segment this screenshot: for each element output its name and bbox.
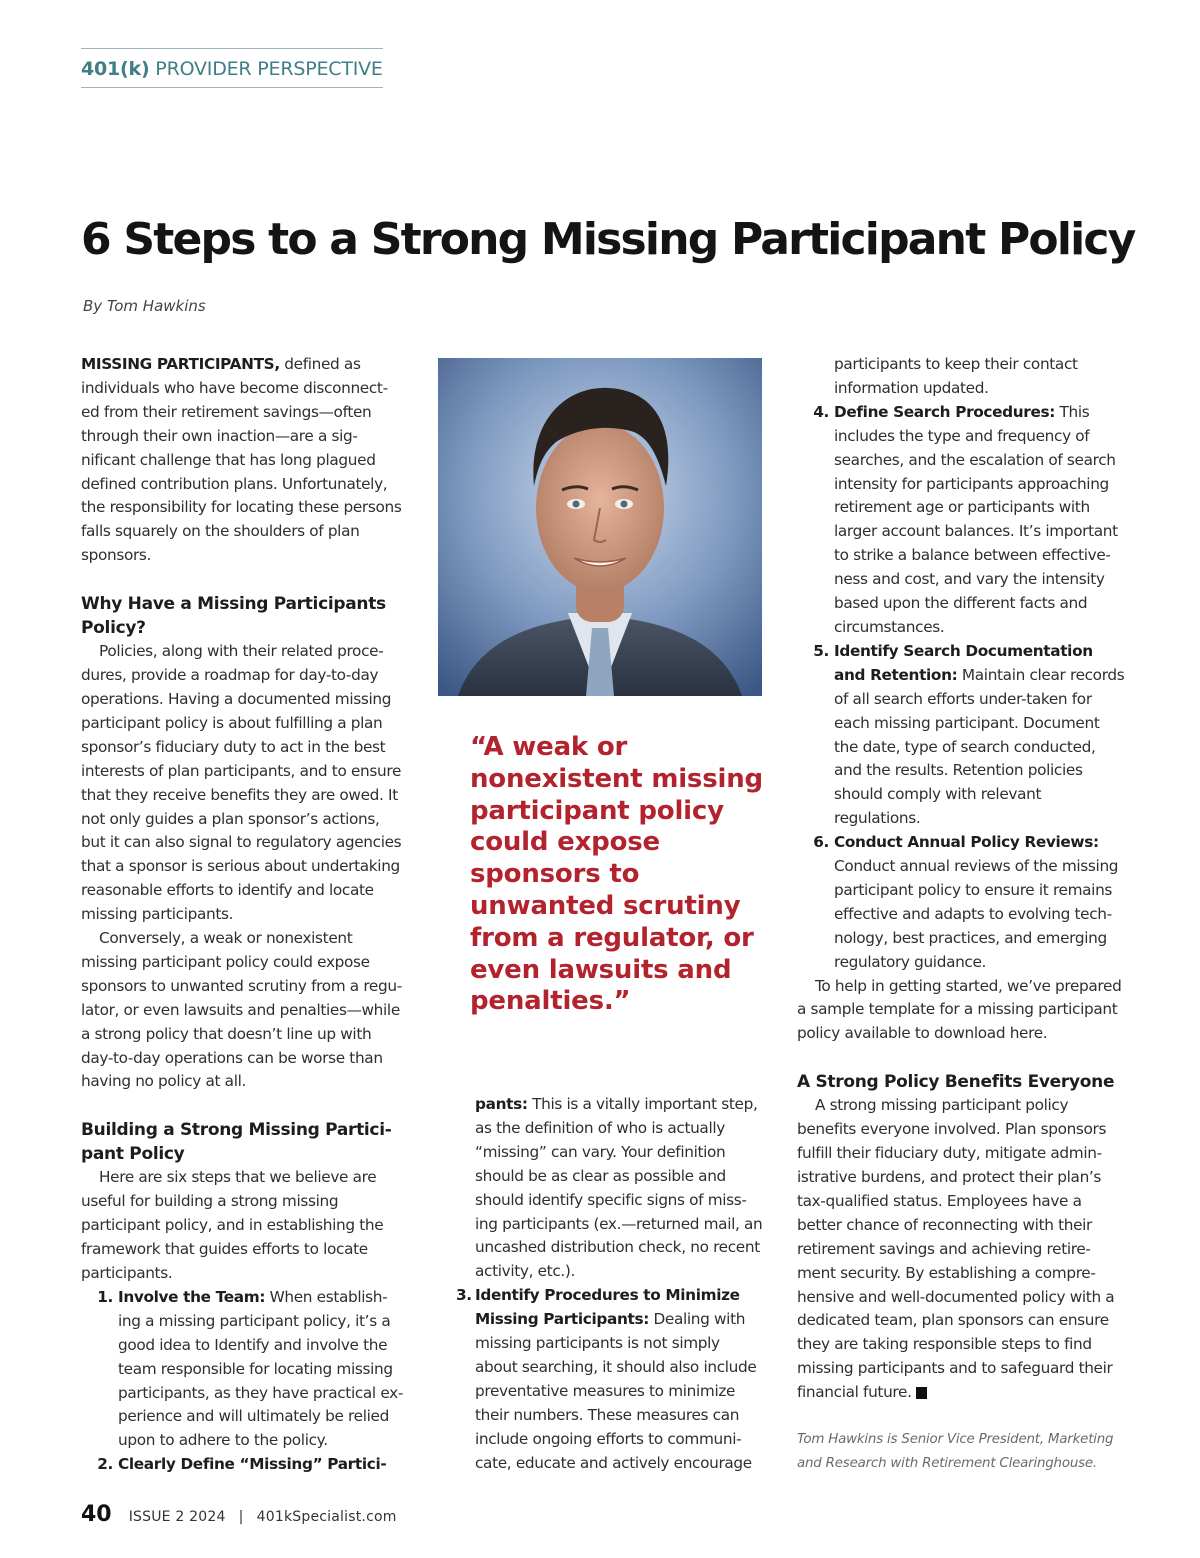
byline: By Tom Hawkins bbox=[83, 297, 206, 315]
paragraph-why-2: Conversely, a weak or nonexistent missing participant policy could expose sponsors to unwanted scrutiny from a regu-lator, or even lawsuits and penalties—while a strong policy that doesn’t line up with day-to-day operations can be worse than having no policy at all. bbox=[81, 929, 402, 1091]
step-2-text: This is a vitally important step, as the definition of who is actually “missing” can vary. Your definition should be as clear as possible and should identify specific signs of miss-ing participants (ex.—returned mail, an uncashed distribution check, no recent activity, etc.). bbox=[475, 1095, 763, 1281]
list-item-step-2 bbox=[81, 1453, 406, 1477]
end-of-article-icon: K bbox=[916, 1387, 927, 1399]
section-header bbox=[81, 48, 383, 88]
step-4-text: This includes the type and frequency of searches, and the escalation of search intensity for participants approaching retirement age or participants with larger account balances. It’s important to strike a balance between effective-ness and cost, and vary the intensity based upon the different facts and circumstances. bbox=[834, 402, 1118, 636]
column-1 bbox=[81, 353, 406, 1477]
step-5-title: Identify Search Documentation and Retention: bbox=[834, 641, 1093, 684]
section-header-rest: PROVIDER PERSPECTIVE bbox=[149, 58, 383, 80]
step-5-number: 5. bbox=[813, 641, 829, 660]
list-item-step-3 bbox=[456, 1284, 766, 1475]
step-2-number: 2. bbox=[97, 1455, 113, 1474]
page-number: 40 bbox=[81, 1502, 112, 1527]
step-3-text: Dealing with missing participants is not simply about searching, it should also include preventative measures to minimize their numbers. These measures can include ongoing efforts to communi-cate, educate and actively encourage bbox=[475, 1310, 757, 1472]
author-bio: Tom Hawkins is Senior Vice President, Marketing and Research with Retirement Clearinghouse. bbox=[797, 1432, 1114, 1471]
step-6-number: 6. bbox=[813, 833, 829, 852]
step-1-text: When establish-ing a missing participant policy, it’s a good idea to Identify and involve the team responsible for locating missing participants, as they have practical ex-perience and will ultimately be relied upon to adhere to the policy. bbox=[118, 1287, 404, 1450]
step-4-number: 4. bbox=[813, 402, 829, 421]
step-5-text: Maintain clear records of all search efforts under-taken for each missing participant. Document the date, type of search conducted, and the results. Retention policies should comply with relevant regulations. bbox=[834, 665, 1125, 828]
author-portrait-photo bbox=[438, 358, 762, 696]
issue-label: ISSUE 2 2024 bbox=[128, 1509, 226, 1525]
heading-build: Building a Strong Missing Partici-pant Policy bbox=[81, 1120, 392, 1165]
list-item-step-3-cont bbox=[797, 353, 1127, 401]
paragraph-build: Here are six steps that we believe are useful for building a strong missing participant policy, and in establishing the framework that guides efforts to locate participants. bbox=[81, 1168, 384, 1282]
pull-quote: “A weak or nonexistent missing participant policy could expose sponsors to unwanted scrutiny from a regulator, or even lawsuits and penalties.” bbox=[470, 732, 763, 1017]
paragraph-help: To help in getting started, we’ve prepared a sample template for a missing participant policy available to download here. bbox=[797, 976, 1122, 1043]
list-item-step-6 bbox=[797, 831, 1127, 974]
step-2-title-cont: pants: bbox=[475, 1095, 528, 1113]
step-1-number: 1. bbox=[97, 1287, 113, 1306]
list-item-step-1 bbox=[81, 1286, 406, 1453]
intro-lead: MISSING PARTICIPANTS, bbox=[81, 355, 280, 373]
paragraph-why-1: Policies, along with their related proce-dures, provide a roadmap for day-to-day operations. Having a documented missing participant policy is about fulfilling a plan sponsor’s fiduciary duty to act in the best interests of plan participants, and to ensure that they receive benefits they are owed. It not only guides a plan sponsor’s actions, but it can also signal to regulatory agencies that a sponsor is serious about undertaking reasonable efforts to identify and locate missing participants. bbox=[81, 642, 402, 924]
intro-text: defined as individuals who have become disconnect-ed from their retirement savings—often through their own inaction—are a sig-nificant challenge that has long plagued defined contribution plans. Unfortunately, the responsibility for locating these persons falls squarely on the shoulders of plan sponsors. bbox=[81, 355, 402, 565]
step-4-title: Define Search Procedures: bbox=[834, 402, 1056, 421]
step-2-title: Clearly Define “Missing” Partici- bbox=[118, 1455, 387, 1474]
section-header-bold: 401(k) bbox=[81, 58, 150, 80]
footer-separator: | bbox=[238, 1509, 244, 1525]
step-3-title: Identify Procedures to Minimize Missing Participants: bbox=[475, 1286, 740, 1329]
step-6-title: Conduct Annual Policy Reviews: bbox=[834, 833, 1099, 852]
list-item-step-4 bbox=[797, 401, 1127, 640]
step-3-text-cont: participants to keep their contact information updated. bbox=[834, 355, 1078, 397]
heading-why: Why Have a Missing Participants Policy? bbox=[81, 594, 386, 639]
page-footer bbox=[81, 1502, 397, 1527]
step-1-title: Involve the Team: bbox=[118, 1287, 266, 1306]
column-2 bbox=[456, 1093, 766, 1476]
site-link[interactable]: 401kSpecialist.com bbox=[256, 1509, 397, 1525]
list-item-step-2-cont bbox=[456, 1093, 766, 1284]
heading-benefit: A Strong Policy Benefits Everyone bbox=[797, 1072, 1115, 1093]
step-3-number: 3. bbox=[456, 1286, 472, 1305]
step-6-text: Conduct annual reviews of the missing participant policy to ensure it remains effective and adapts to evolving tech-nology, best practices, and emerging regulatory guidance. bbox=[834, 857, 1119, 971]
column-3 bbox=[797, 353, 1127, 1405]
article-title: 6 Steps to a Strong Missing Participant Policy bbox=[81, 214, 1135, 265]
paragraph-benefit bbox=[797, 1094, 1127, 1405]
list-item-step-5 bbox=[797, 640, 1127, 831]
paragraph-benefit-text: A strong missing participant policy benefits everyone involved. Plan sponsors fulfill their fiduciary duty, mitigate admin-istrative burdens, and protect their plan’s tax-qualified status. Employees have a better chance of reconnecting with their retirement savings and achieving retire-ment security. By establishing a compre-hensive and well-documented policy with a dedicated team, plan sponsors can ensure they are taking responsible steps to find missing participants and to safeguard their financial future. bbox=[797, 1096, 1115, 1402]
intro-paragraph bbox=[81, 353, 406, 568]
